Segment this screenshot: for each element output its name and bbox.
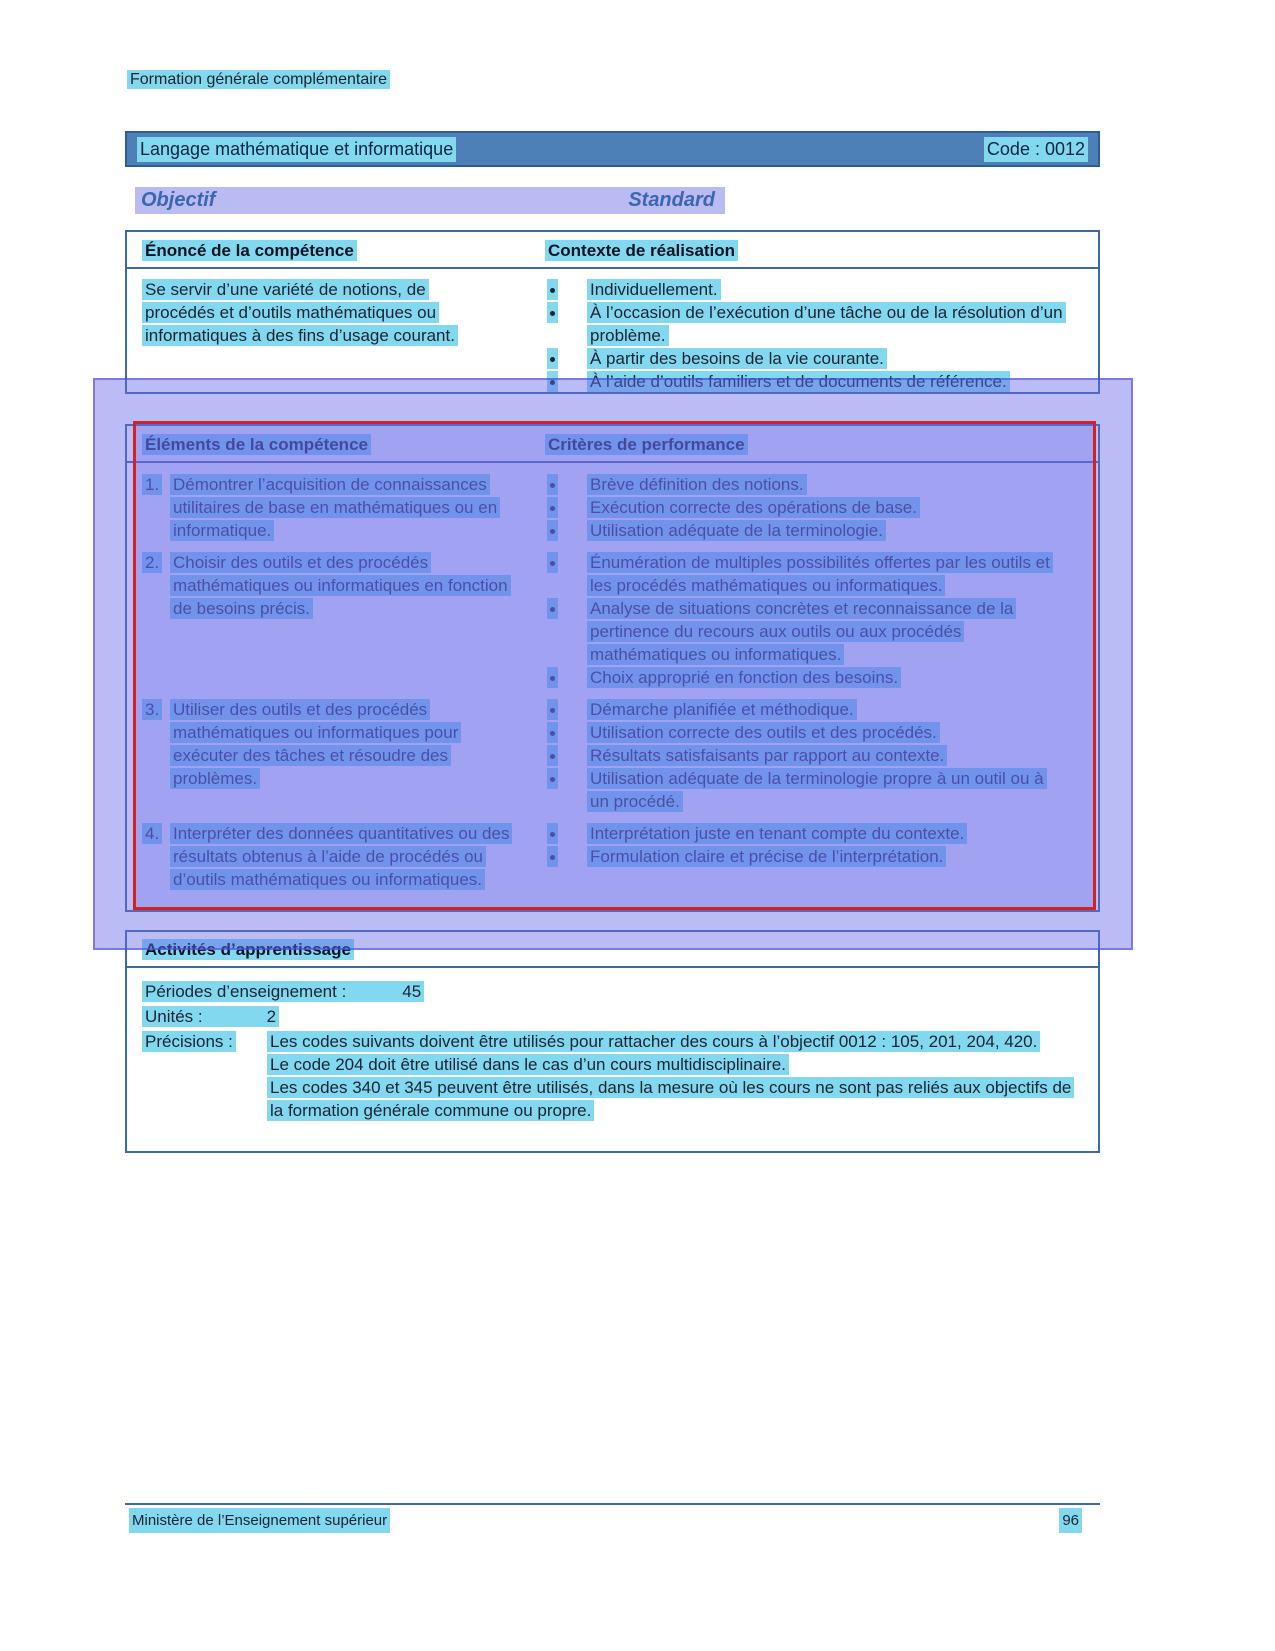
- criteria-text: Interprétation juste en tenant compte du contexte.: [587, 823, 967, 844]
- element-cell: [127, 822, 545, 891]
- element-text: Utiliser des outils et des procédés mathématiques ou informatiques pour exécuter des tâches et résoudre des problèmes.: [170, 699, 461, 789]
- units-value: 2: [266, 1007, 277, 1026]
- criteria-bullet: [545, 519, 1098, 542]
- context-bullet: [545, 370, 1098, 393]
- context-bullet-text: À l’occasion de l’exécution d’une tâche ou de la résolution d’un problème.: [587, 302, 1066, 346]
- criteria-bullet: [545, 666, 1098, 689]
- element-number: 2.: [142, 552, 162, 573]
- course-title-bar: [125, 131, 1100, 167]
- element-row: [127, 473, 1098, 542]
- bullet-icon: [550, 832, 555, 837]
- criteria-bullet: [545, 698, 1098, 721]
- bullet-icon: [550, 529, 555, 534]
- bullet-icon: [550, 731, 555, 736]
- criteria-text: Analyse de situations concrètes et reconnaissance de la pertinence du recours aux outils ou aux procédés mathématiques ou informatiques.: [587, 598, 1016, 665]
- footer-ministry: Ministère de l’Enseignement supérieur: [129, 1508, 390, 1533]
- element-text: Interpréter des données quantitatives ou des résultats obtenus à l’aide de procédés ou d’outils mathématiques ou informatiques.: [170, 823, 512, 890]
- competence-header-left: Énoncé de la compétence: [142, 240, 357, 261]
- precisions-text: [267, 1030, 1082, 1122]
- precisions-label: Précisions :: [142, 1031, 236, 1052]
- criteria-bullet: [545, 551, 1098, 597]
- criteria-bullet: [545, 845, 1098, 868]
- bullet-icon: [550, 855, 555, 860]
- section-label-text: Formation générale complémentaire: [127, 70, 390, 89]
- element-row: [127, 698, 1098, 813]
- activities-table-header: [127, 932, 1098, 968]
- competence-header-left-cell: [127, 239, 545, 262]
- criteria-cell: [545, 551, 1098, 689]
- criteria-bullet: [545, 721, 1098, 744]
- criteria-bullet: [545, 822, 1098, 845]
- elements-table: [125, 424, 1100, 912]
- footer-page-number: 96: [1059, 1508, 1082, 1533]
- criteria-cell: [545, 698, 1098, 813]
- element-number: 4.: [142, 823, 162, 844]
- element-number: 3.: [142, 699, 162, 720]
- section-label: [127, 68, 390, 91]
- element-row: [127, 822, 1098, 891]
- competence-table-header: [127, 232, 1098, 269]
- competence-statement: Se servir d’une variété de notions, de procédés et d’outils mathématiques ou informatiques à des fins d’usage courant.: [142, 279, 458, 346]
- element-number: 1.: [142, 474, 162, 495]
- criteria-text: Exécution correcte des opérations de base.: [587, 497, 920, 518]
- criteria-text: Résultats satisfaisants par rapport au contexte.: [587, 745, 947, 766]
- criteria-cell: [545, 473, 1098, 542]
- bullet-icon: [550, 506, 555, 511]
- context-bullet: [545, 347, 1098, 370]
- criteria-text: Brève définition des notions.: [587, 474, 807, 495]
- criteria-bullet: [545, 473, 1098, 496]
- bullet-icon: [550, 311, 555, 316]
- precision-line: Les codes 340 et 345 peuvent être utilisés, dans la mesure où les cours ne sont pas reliés aux objectifs de la formation générale commune ou propre.: [267, 1077, 1074, 1121]
- course-code: Code : 0012: [984, 137, 1088, 162]
- bullet-icon: [550, 380, 555, 385]
- competence-table-body: [127, 269, 1098, 393]
- element-row: [127, 551, 1098, 689]
- elements-header-right-cell: [545, 433, 1098, 456]
- units-label: Unités :: [145, 1007, 203, 1026]
- context-bullet-text: À partir des besoins de la vie courante.: [587, 348, 887, 369]
- element-cell: [127, 698, 545, 813]
- criteria-bullet: [545, 744, 1098, 767]
- competence-header-right: Contexte de réalisation: [545, 240, 738, 261]
- bullet-icon: [550, 754, 555, 759]
- periods-label: Périodes d’enseignement :: [145, 982, 347, 1001]
- criteria-bullet: [545, 767, 1098, 813]
- bullet-icon: [550, 561, 555, 566]
- criteria-text: Démarche planifiée et méthodique.: [587, 699, 857, 720]
- periods-value: 45: [402, 982, 422, 1001]
- elements-header-right: Critères de performance: [545, 434, 748, 455]
- standard-heading: Standard: [628, 189, 715, 211]
- bullet-icon: [550, 483, 555, 488]
- activities-table: [125, 930, 1100, 1153]
- context-bullet-text: À l’aide d’outils familiers et de documents de référence.: [587, 371, 1010, 392]
- periods-row: [142, 980, 1083, 1003]
- bullet-icon: [550, 708, 555, 713]
- criteria-text: Formulation claire et précise de l’interprétation.: [587, 846, 946, 867]
- elements-table-header: [127, 426, 1098, 463]
- bullet-icon: [550, 288, 555, 293]
- context-bullet: [545, 278, 1098, 301]
- criteria-text: Choix approprié en fonction des besoins.: [587, 667, 901, 688]
- criteria-bullet: [545, 496, 1098, 519]
- course-title: Langage mathématique et informatique: [137, 137, 456, 162]
- elements-header-left: Éléments de la compétence: [142, 434, 371, 455]
- page-footer: [125, 1503, 1100, 1533]
- bullet-icon: [550, 607, 555, 612]
- context-bullet-text: Individuellement.: [587, 279, 721, 300]
- bullet-icon: [550, 676, 555, 681]
- element-cell: [127, 473, 545, 542]
- objectif-heading: Objectif: [141, 189, 216, 211]
- context-bullet: [545, 301, 1098, 347]
- criteria-bullet: [545, 597, 1098, 666]
- precision-line: Le code 204 doit être utilisé dans le cas d’un cours multidisciplinaire.: [267, 1054, 789, 1075]
- precisions-row: [142, 1030, 1083, 1122]
- elements-header-left-cell: [127, 433, 545, 456]
- precision-line: Les codes suivants doivent être utilisés pour rattacher des cours à l’objectif 0012 : 105, 201, 204, 420.: [267, 1031, 1040, 1052]
- element-text: Choisir des outils et des procédés mathématiques ou informatiques en fonction de besoins précis.: [170, 552, 511, 619]
- element-text: Démontrer l’acquisition de connaissances utilitaires de base en mathématiques ou en informatique.: [170, 474, 500, 541]
- competence-header-right-cell: [545, 239, 1098, 262]
- criteria-text: Énumération de multiples possibilités offertes par les outils et les procédés mathématiques ou informatiques.: [587, 552, 1053, 596]
- elements-table-body: [127, 463, 1098, 891]
- competence-statement-cell: [127, 278, 545, 393]
- units-row: [142, 1005, 1083, 1028]
- competence-table: [125, 230, 1100, 394]
- criteria-text: Utilisation correcte des outils et des procédés.: [587, 722, 940, 743]
- context-bullets-cell: [545, 278, 1098, 393]
- criteria-text: Utilisation adéquate de la terminologie.: [587, 520, 886, 541]
- criteria-text: Utilisation adéquate de la terminologie propre à un outil ou à un procédé.: [587, 768, 1047, 812]
- bullet-icon: [550, 357, 555, 362]
- activities-table-body: [127, 968, 1098, 1122]
- activities-title: Activités d’apprentissage: [142, 939, 354, 960]
- element-cell: [127, 551, 545, 689]
- objectif-standard-band: [135, 187, 725, 214]
- criteria-cell: [545, 822, 1098, 891]
- bullet-icon: [550, 777, 555, 782]
